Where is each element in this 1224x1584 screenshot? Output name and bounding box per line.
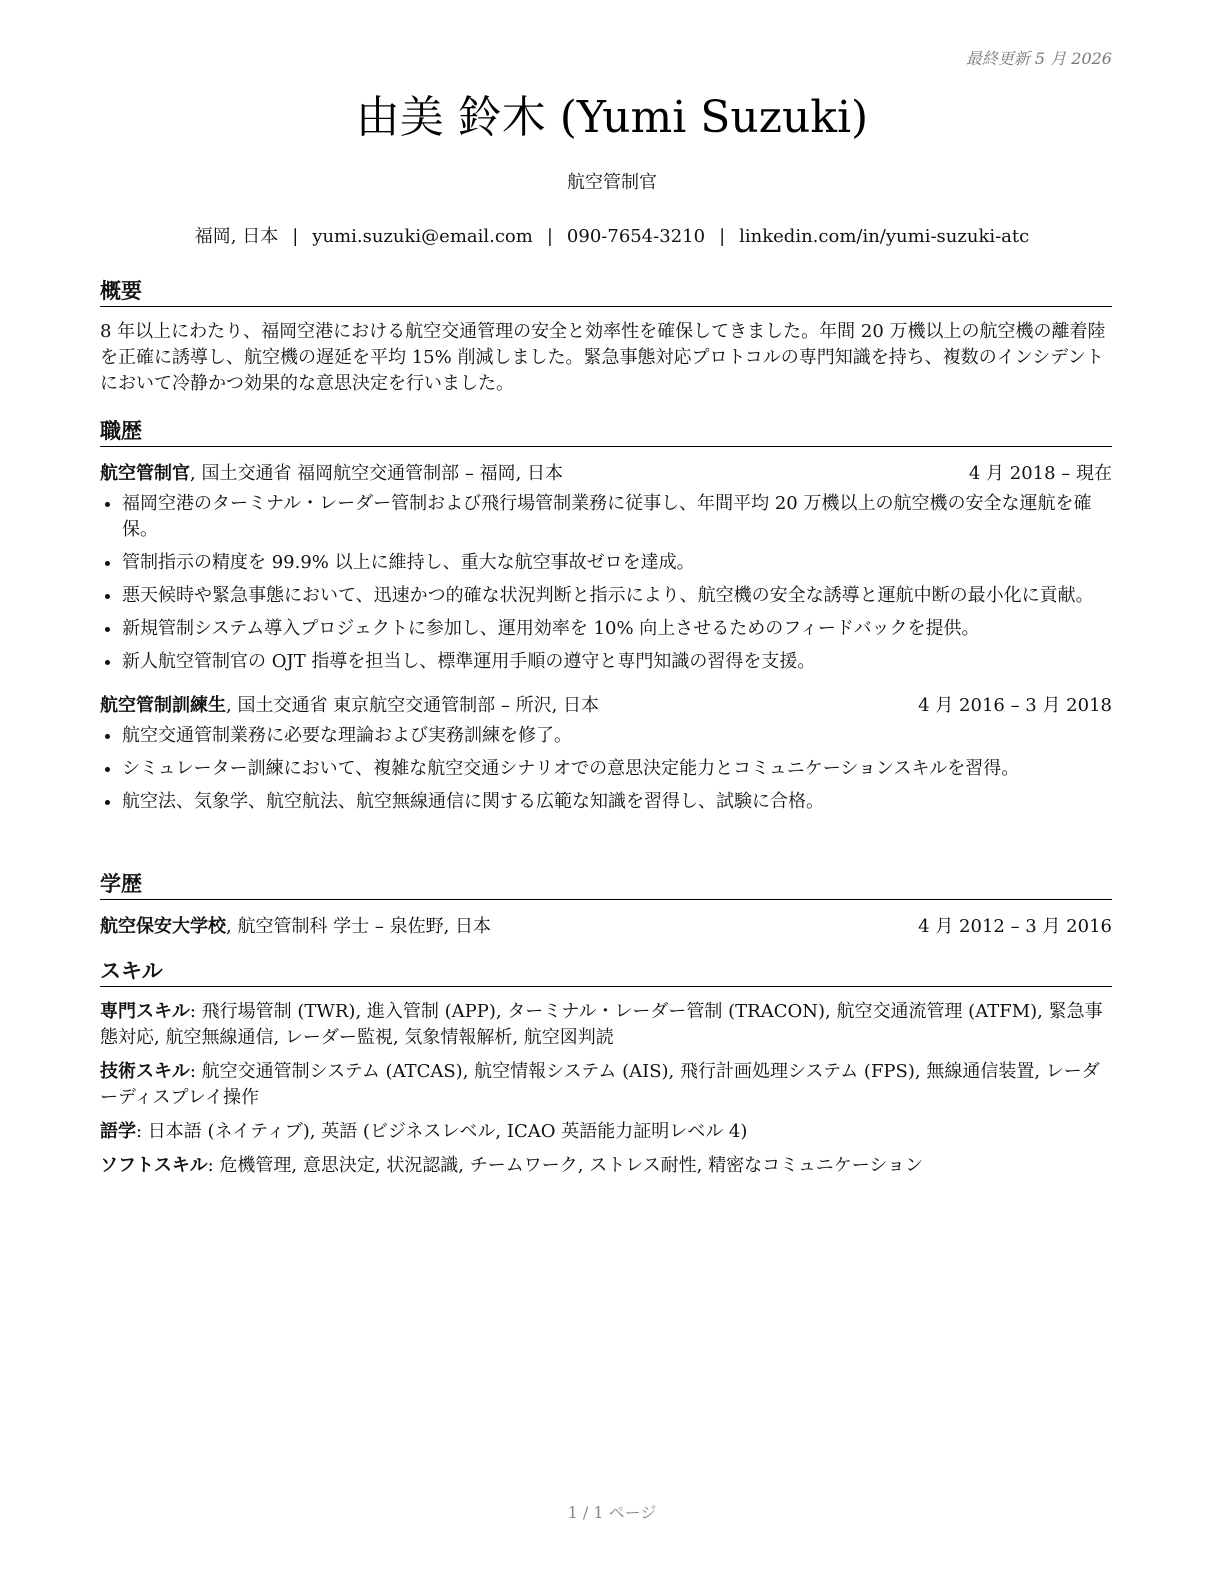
skill-text: : 飛行場管制 (TWR), 進入管制 (APP), ターミナル・レーダー管制 (TRACON), 航空交通流管理 (ATFM), 緊急事態対応, 航空無線通信, レーダー監視, 気象情報解析, 航空図判読 xyxy=(100,1001,1103,1048)
job-org: , 国土交通省 福岡航空交通管制部 – 福岡, 日本 xyxy=(190,463,564,484)
list-item: • 航空法、気象学、航空航法、航空無線通信に関する広範な知識を習得し、試験に合格。 xyxy=(122,789,1112,815)
list-item: • 新規管制システム導入プロジェクトに参加し、運用効率を 10% 向上させるためのフィードバックを提供。 xyxy=(122,616,1112,642)
school-detail: , 航空管制科 学士 – 泉佐野, 日本 xyxy=(226,916,492,937)
job-bullets xyxy=(100,491,1112,675)
page-number: 1 / 1 ページ xyxy=(567,1503,657,1522)
job-role: 航空管制訓練生 xyxy=(100,695,226,716)
separator: | xyxy=(546,226,553,247)
skill-label: ソフトスキル xyxy=(100,1155,208,1176)
job-entry xyxy=(100,693,1112,815)
list-item: • 悪天候時や緊急事態において、迅速かつ的確な状況判断と指示により、航空機の安全な誘導と運航中断の最小化に貢献。 xyxy=(122,583,1112,609)
skill-row xyxy=(100,999,1112,1051)
education-entry xyxy=(100,914,1112,940)
list-item: • 福岡空港のターミナル・レーダー管制および飛行場管制業務に従事し、年間平均 20 万機以上の航空機の安全な運航を確保。 xyxy=(122,491,1112,543)
list-item: • 管制指示の精度を 99.9% 以上に維持し、重大な航空事故ゼロを達成。 xyxy=(122,550,1112,576)
summary-text: 8 年以上にわたり、福岡空港における航空交通管理の安全と効率性を確保してきました。年間 20 万機以上の航空機の離着陸を正確に誘導し、航空機の遅延を平均 15% 削減しました。緊急事態対応プロトコルの専門知識を持ち、複数のインシデントにおいて冷静かつ効果的な意思決定を行いました。 xyxy=(100,321,1106,394)
list-item: • 新人航空管制官の OJT 指導を担当し、標準運用手順の遵守と専門知識の習得を支援。 xyxy=(122,649,1112,675)
skills-section xyxy=(100,957,1112,1179)
job-dates: 4 月 2018 – 現在 xyxy=(968,463,1112,484)
skill-row xyxy=(100,1059,1112,1111)
last-updated: 最終更新 5 月 2026 xyxy=(965,49,1112,68)
separator: | xyxy=(292,226,299,247)
job-bullets xyxy=(100,723,1112,815)
experience-section xyxy=(100,417,1112,822)
skill-label: 語学 xyxy=(100,1121,136,1142)
job-title: 航空管制官 xyxy=(567,172,657,193)
email-link[interactable]: yumi.suzuki@email.com xyxy=(312,226,533,247)
page-title: 由美 鈴木 (Yumi Suzuki) xyxy=(355,92,869,143)
skill-text: : 航空交通管制システム (ATCAS), 航空情報システム (AIS), 飛行計画処理システム (FPS), 無線通信装置, レーダーディスプレイ操作 xyxy=(100,1061,1100,1108)
education-section xyxy=(100,870,1112,940)
education-dates: 4 月 2012 – 3 月 2016 xyxy=(918,916,1112,937)
school-name: 航空保安大学校 xyxy=(100,916,226,937)
job-dates: 4 月 2016 – 3 月 2018 xyxy=(918,695,1112,716)
skill-row xyxy=(100,1153,1112,1179)
skill-label: 技術スキル xyxy=(100,1061,190,1082)
summary-section xyxy=(100,277,1112,397)
section-heading: スキル xyxy=(100,957,1112,987)
section-heading: 学歴 xyxy=(100,870,1112,900)
list-item: • シミュレーター訓練において、複雑な航空交通シナリオでの意思決定能力とコミュニケーションスキルを習得。 xyxy=(122,756,1112,782)
location: 福岡, 日本 xyxy=(194,226,279,247)
section-heading: 職歴 xyxy=(100,417,1112,447)
list-item: • 航空交通管制業務に必要な理論および実務訓練を修了。 xyxy=(122,723,1112,749)
phone: 090-7654-3210 xyxy=(566,226,706,247)
contact-line xyxy=(0,224,1224,250)
linkedin-link[interactable]: linkedin.com/in/yumi-suzuki-atc xyxy=(739,226,1030,247)
job-entry xyxy=(100,461,1112,675)
job-org: , 国土交通省 東京航空交通管制部 – 所沢, 日本 xyxy=(226,695,600,716)
skill-text: : 危機管理, 意思決定, 状況認識, チームワーク, ストレス耐性, 精密なコミュニケーション xyxy=(207,1155,924,1176)
skill-label: 専門スキル xyxy=(100,1001,190,1022)
job-role: 航空管制官 xyxy=(100,463,190,484)
skill-row xyxy=(100,1119,1112,1145)
separator: | xyxy=(719,226,726,247)
skill-text: : 日本語 (ネイティブ), 英語 (ビジネスレベル, ICAO 英語能力証明レベル 4) xyxy=(136,1121,748,1142)
section-heading: 概要 xyxy=(100,277,1112,307)
